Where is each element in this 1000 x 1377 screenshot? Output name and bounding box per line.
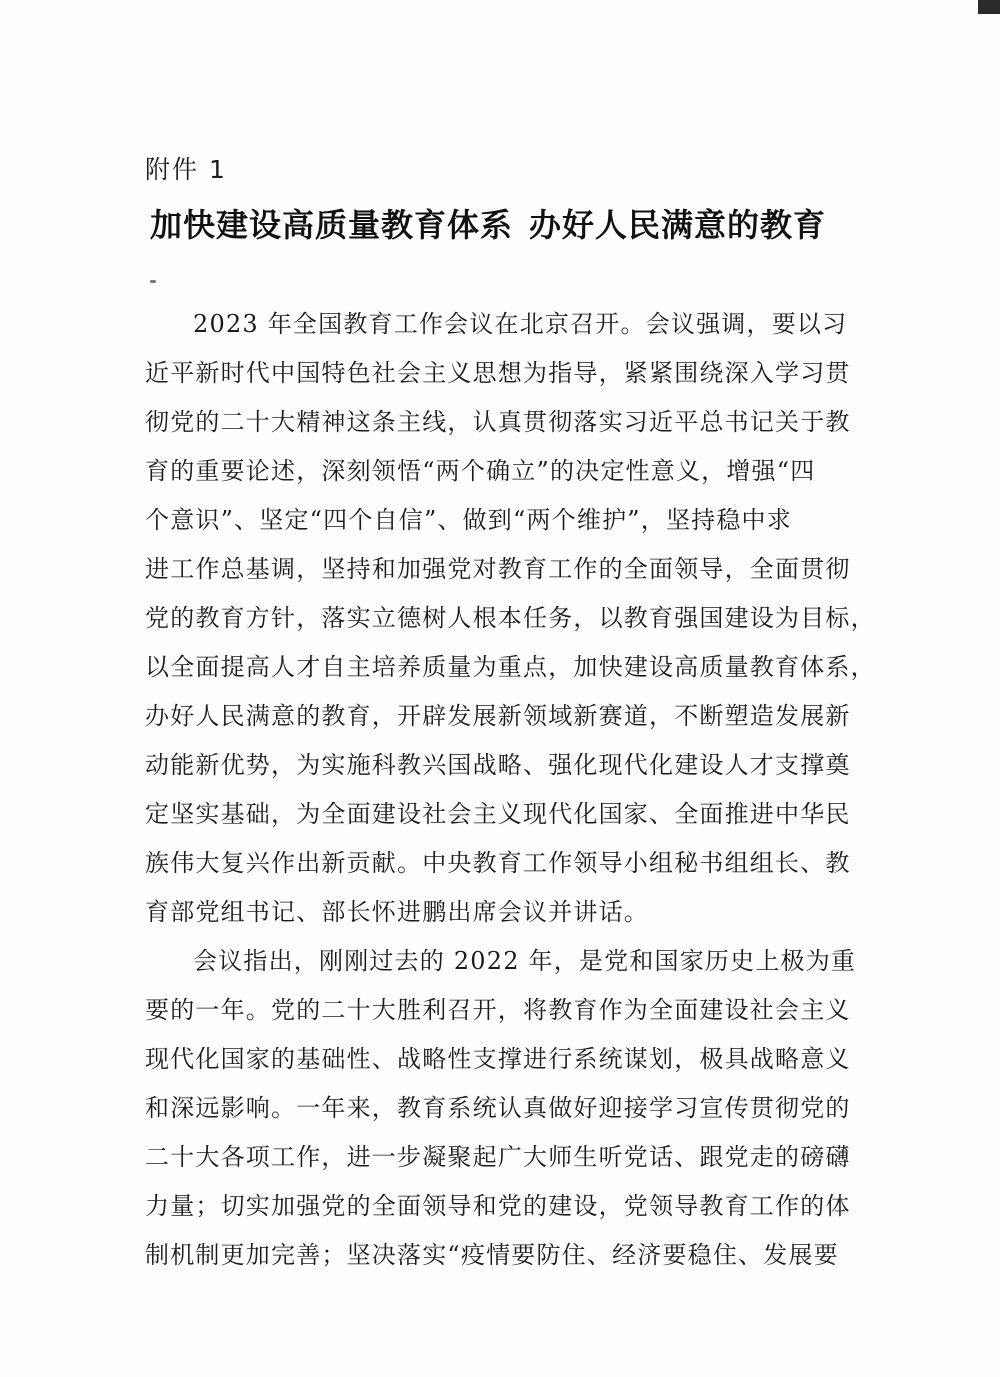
paragraph-2-line: 现代化国家的基础性、战略性支撑进行系统谋划，极具战略意义 xyxy=(145,1045,851,1073)
paragraph-1-line: 以全面提高人才自主培养质量为重点，加快建设高质量教育体系， xyxy=(145,653,876,681)
title-part-1: 加快建设高质量教育体系 xyxy=(150,206,514,244)
document-title xyxy=(150,200,870,246)
paragraph-1-line: 进工作总基调，坚持和加强党对教育工作的全面领导，全面贯彻 xyxy=(145,555,851,583)
paragraph-1-line: 族伟大复兴作出新贡献。中央教育工作领导小组秘书组组长、教 xyxy=(145,849,851,877)
paragraph-1-line: 个意识”、坚定“四个自信”、做到“两个维护”，坚持稳中求 xyxy=(145,506,792,534)
scan-edge-mark xyxy=(978,0,1000,14)
paragraph-2-line: 要的一年。党的二十大胜利召开，将教育作为全面建设社会主义 xyxy=(145,996,851,1024)
paragraph-1-line: 党的教育方针，落实立德树人根本任务，以教育强国建设为目标， xyxy=(145,604,876,632)
paragraph-1-line: 动能新优势，为实施科教兴国战略、强化现代化建设人才支撑奠 xyxy=(145,751,851,779)
title-part-2: 办好人民满意的教育 xyxy=(529,206,827,244)
paragraph-1-line: 育的重要论述，深刻领悟“两个确立”的决定性意义，增强“四 xyxy=(145,457,816,485)
paragraph-2-line: 会议指出，刚刚过去的 2022 年，是党和国家历史上极为重 xyxy=(193,947,857,975)
paragraph-1-line: 办好人民满意的教育，开辟发展新领域新赛道，不断塑造发展新 xyxy=(145,702,851,730)
paragraph-1-line: 彻党的二十大精神这条主线，认真贯彻落实习近平总书记关于教 xyxy=(145,408,851,436)
paragraph-1-line: 定坚实基础，为全面建设社会主义现代化国家、全面推进中华民 xyxy=(145,800,851,828)
paragraph-2-line: 力量；切实加强党的全面领导和党的建设，党领导教育工作的体 xyxy=(145,1192,851,1220)
paragraph-1-line: 育部党组书记、部长怀进鹏出席会议并讲话。 xyxy=(145,898,649,926)
paragraph-1-line: 2023 年全国教育工作会议在北京召开。会议强调，要以习 xyxy=(193,310,848,338)
scan-speck xyxy=(150,280,156,283)
paragraph-2-line: 二十大各项工作，进一步凝聚起广大师生听党话、跟党走的磅礴 xyxy=(145,1143,851,1171)
paragraph-2-line: 制机制更加完善；坚决落实“疫情要防住、经济要稳住、发展要 xyxy=(145,1241,839,1269)
paragraph-2-line: 和深远影响。一年来，教育系统认真做好迎接学习宣传贯彻党的 xyxy=(145,1094,851,1122)
paragraph-1-line: 近平新时代中国特色社会主义思想为指导，紧紧围绕深入学习贯 xyxy=(145,359,851,387)
attachment-label: 附件 1 xyxy=(145,155,227,184)
body-text xyxy=(145,300,876,1280)
